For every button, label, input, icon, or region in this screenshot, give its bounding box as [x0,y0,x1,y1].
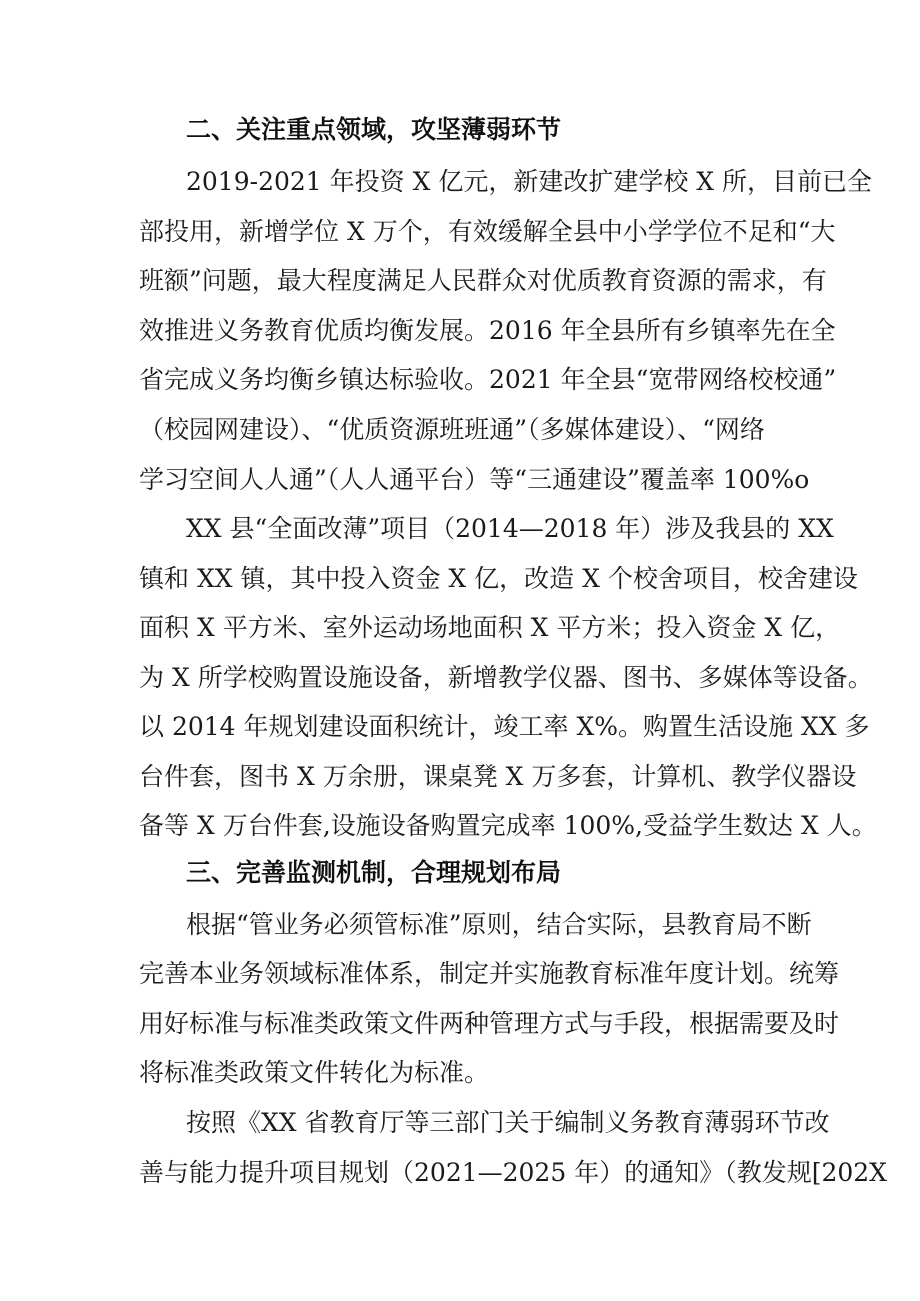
text-line: 以 2014 年规划建设面积统计，竣工率 X%。购置生活设施 XX 多 [139,712,870,741]
section-heading-2: 二、关注重点领域，攻坚薄弱环节 [186,115,562,144]
text-line: 为 X 所学校购置设施设备，新增教学仪器、图书、多媒体等设备。 [139,663,873,692]
text-line: 备等 X 万台件套,设施设备购置完成率 100%,受益学生数达 X 人。 [139,811,877,840]
text-line: XX 县“全面改薄”项目（2014—2018 年）涉及我县的 XX [186,514,834,543]
text-line: 班额”问题，最大程度满足人民群众对优质教育资源的需求，有 [139,266,827,295]
text-line: 将标准类政策文件转化为标准。 [139,1058,490,1087]
text-line: 台件套，图书 X 万余册，课桌凳 X 万多套，计算机、教学仪器设 [139,762,857,791]
text-line: 善与能力提升项目规划（2021—2025 年）的通知》（教发规[202X [139,1158,887,1187]
text-line: 完善本业务领域标准体系，制定并实施教育标准年度计划。统筹 [139,959,840,988]
text-line: 面积 X 平方米、室外运动场地面积 X 平方米；投入资金 X 亿， [139,613,841,642]
text-line: 省完成义务均衡乡镇达标验收。2021 年全县“宽带网络校校通” [139,365,837,394]
text-line: 2019-2021 年投资 X 亿元，新建改扩建学校 X 所，目前已全 [186,167,873,196]
text-line: 镇和 XX 镇，其中投入资金 X 亿，改造 X 个校舍项目，校舍建设 [139,564,858,593]
text-line: （校园网建设）、“优质资源班班通”（多媒体建设）、“网络 [139,415,765,444]
text-line: 学习空间人人通”（人人通平台）等“三通建设”覆盖率 100%o [139,465,810,494]
text-line: 按照《XX 省教育厅等三部门关于编制义务教育薄弱环节改 [186,1108,830,1137]
text-line: 用好标准与标准类政策文件两种管理方式与手段，根据需要及时 [139,1009,840,1038]
text-line: 效推进义务教育优质均衡发展。2016 年全县所有乡镇率先在全 [139,316,836,345]
text-line: 部投用，新增学位 X 万个，有效缓解全县中小学学位不足和“大 [139,217,836,246]
text-line: 根据“管业务必须管标准”原则，结合实际，县教育局不断 [186,910,812,939]
section-heading-3: 三、完善监测机制，合理规划布局 [186,858,562,887]
